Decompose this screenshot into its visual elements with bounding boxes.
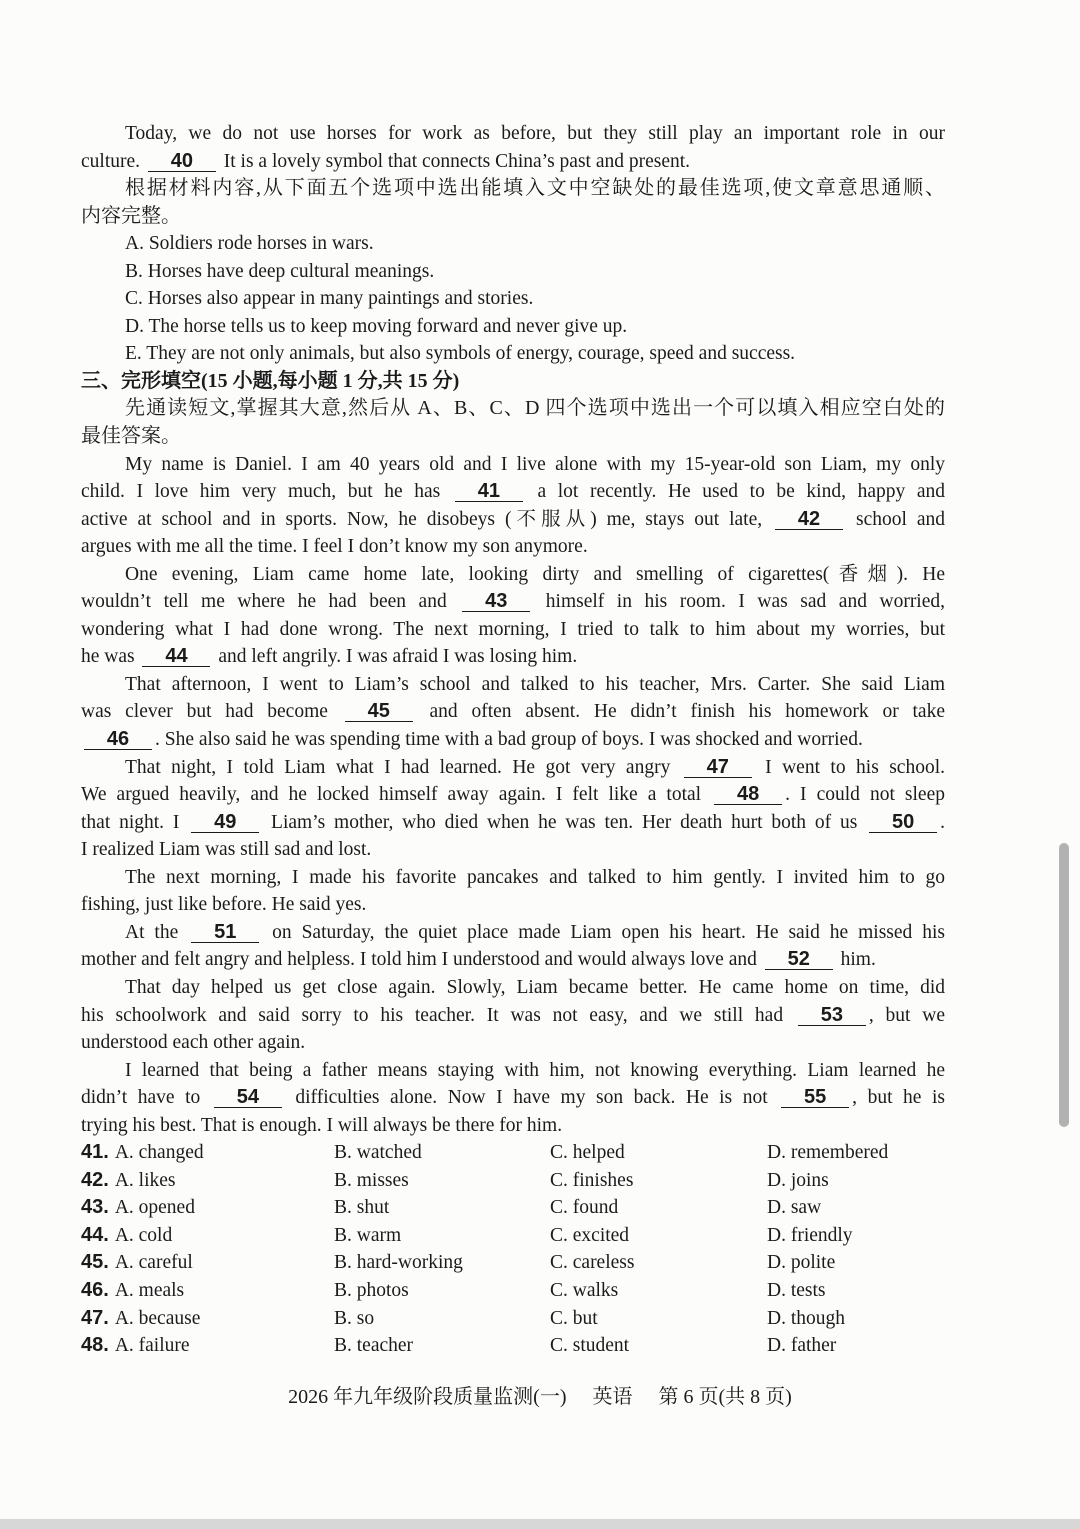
- choice-c: C. helped: [550, 1142, 625, 1164]
- text-line: [81, 203, 945, 231]
- line-text: he was: [81, 646, 140, 668]
- choice-cell: [334, 1305, 550, 1333]
- blank-54: 54: [214, 1088, 282, 1108]
- line-text: It is a lovely symbol that connects China’s past and present.: [218, 150, 691, 172]
- line-text: , but we: [868, 1004, 945, 1026]
- question-number: 41.: [81, 1141, 109, 1164]
- text-line: [81, 451, 945, 479]
- text-line: [81, 698, 945, 726]
- choice-cell: [767, 1194, 945, 1222]
- choice-a: A. opened: [114, 1197, 195, 1219]
- bottom-edge: [0, 1519, 1080, 1529]
- choice-b: B. misses: [334, 1169, 409, 1191]
- blank-46: 46: [84, 730, 152, 750]
- question-row: [81, 1305, 945, 1333]
- choice-cell: [767, 1249, 945, 1277]
- footer-exam-title: 2026 年九年级阶段质量监测(一): [288, 1386, 567, 1408]
- choice-cell: [550, 1305, 767, 1333]
- blank-55: 55: [781, 1088, 849, 1108]
- line-text: I realized Liam was still sad and lost.: [81, 839, 372, 861]
- question-number: 42.: [81, 1168, 109, 1191]
- line-text: mother and felt angry and helpless. I told him I understood and would always love and: [81, 949, 762, 971]
- choice-cell: [767, 1222, 945, 1250]
- text-line: [81, 946, 945, 974]
- line-text: wondering what I had done wrong. The next morning, I tried to talk to him about my worries, but: [81, 618, 945, 640]
- question-row: [81, 1249, 945, 1277]
- option-c: C. Horses also appear in many paintings and stories.: [125, 288, 534, 310]
- question-row: [81, 1194, 945, 1222]
- text-line: [81, 1029, 945, 1057]
- line-text: Today, we do not use horses for work as before, but they still play an important role in our: [125, 123, 945, 144]
- text-line: [81, 120, 945, 148]
- answer-options-list: [81, 230, 945, 368]
- question-row: [81, 1277, 945, 1305]
- choice-d: D. joins: [767, 1169, 829, 1191]
- line-text: , but he is: [852, 1087, 945, 1109]
- choice-c: C. walks: [550, 1279, 619, 1301]
- line-text: didn’t have to: [81, 1087, 211, 1109]
- choice-d: D. friendly: [767, 1224, 853, 1246]
- line-text: culture.: [81, 150, 145, 172]
- choice-cell: [81, 1277, 334, 1305]
- question-number: 43.: [81, 1196, 109, 1219]
- question-number: 45.: [81, 1251, 109, 1274]
- line-text: and often absent. He didn’t finish his homework or take: [415, 701, 945, 723]
- line-text: difficulties alone. Now I have my son back. He is not: [284, 1087, 779, 1109]
- option-b: B. Horses have deep cultural meanings.: [125, 260, 435, 282]
- choice-d: D. tests: [767, 1279, 826, 1301]
- choice-cell: [334, 1139, 550, 1167]
- blank-44: 44: [142, 647, 210, 667]
- question-number: 47.: [81, 1306, 109, 1329]
- question-list: [81, 1139, 945, 1359]
- option-a: A. Soldiers rode horses in wars.: [125, 233, 374, 255]
- choice-cell: [81, 1139, 334, 1167]
- text-line: [81, 864, 945, 892]
- reading-passage-end: [81, 120, 945, 175]
- line-text: We argued heavily, and he locked himself away again. I felt like a total: [81, 784, 712, 806]
- blank-40: 40: [148, 152, 216, 172]
- line-text: . I could not sleep: [785, 784, 945, 806]
- text-line: [81, 1112, 945, 1140]
- line-text: 最佳答案。: [81, 425, 181, 448]
- cloze-paragraph-5: [81, 864, 945, 919]
- choice-c: C. found: [550, 1197, 619, 1219]
- choice-a: A. changed: [114, 1142, 204, 1164]
- text-line: [81, 1002, 945, 1030]
- text-line: [81, 836, 945, 864]
- text-line: [81, 175, 945, 203]
- line-text: 内容完整。: [81, 204, 181, 227]
- choice-c: C. excited: [550, 1224, 630, 1246]
- choice-d: D. though: [767, 1307, 845, 1329]
- text-line: [81, 974, 945, 1002]
- text-line: [81, 616, 945, 644]
- line-text: and left angrily. I was afraid I was losing him.: [213, 646, 578, 668]
- choice-d: D. polite: [767, 1252, 836, 1274]
- blank-43: 43: [462, 592, 530, 612]
- text-line: [81, 643, 945, 671]
- choice-c: C. but: [550, 1307, 598, 1329]
- text-line: [81, 506, 945, 534]
- exam-page: [81, 120, 945, 1360]
- choice-a: A. failure: [114, 1335, 190, 1357]
- choice-cell: [767, 1167, 945, 1195]
- choice-a: A. because: [114, 1307, 201, 1329]
- choice-c: C. careless: [550, 1252, 635, 1274]
- choice-cell: [334, 1249, 550, 1277]
- option-e: E. They are not only animals, but also symbols of energy, courage, speed and success.: [125, 343, 796, 365]
- choice-cell: [81, 1194, 334, 1222]
- text-line: [81, 395, 945, 423]
- blank-51: 51: [191, 923, 259, 943]
- choice-b: B. shut: [334, 1197, 390, 1219]
- choice-cell: [767, 1139, 945, 1167]
- choice-cell: [767, 1277, 945, 1305]
- choice-cell: [334, 1222, 550, 1250]
- choice-b: B. warm: [334, 1224, 402, 1246]
- text-line: [81, 423, 945, 451]
- blank-49: 49: [191, 813, 259, 833]
- line-text: understood each other again.: [81, 1032, 306, 1054]
- line-text: 根据材料内容,从下面五个选项中选出能填入文中空缺处的最佳选项,使文章意思通顺、: [125, 177, 945, 200]
- cloze-paragraph-4: [81, 754, 945, 864]
- cloze-passage: [81, 451, 945, 1140]
- choice-cell: [334, 1277, 550, 1305]
- choice-cell: [81, 1222, 334, 1250]
- text-line: [81, 1057, 945, 1085]
- line-text: his schoolwork and said sorry to his teacher. It was not easy, and we still had: [81, 1004, 795, 1026]
- blank-42: 42: [775, 510, 843, 530]
- text-line: [81, 148, 945, 176]
- text-line: [81, 919, 945, 947]
- text-line: [81, 891, 945, 919]
- line-text: . She also said he was spending time with a bad group of boys. I was shocked and worried.: [155, 729, 863, 751]
- question-number: 46.: [81, 1278, 109, 1301]
- cloze-paragraph-8: [81, 1057, 945, 1140]
- choice-cell: [550, 1249, 767, 1277]
- line-text: himself in his room. I was sad and worried,: [533, 591, 946, 613]
- question-row: [81, 1332, 945, 1360]
- choice-cell: [334, 1332, 550, 1360]
- choice-c: C. finishes: [550, 1169, 634, 1191]
- blank-53: 53: [798, 1006, 866, 1026]
- line-text: fishing, just like before. He said yes.: [81, 894, 367, 916]
- option-d: D. The horse tells us to keep moving forward and never give up.: [125, 315, 628, 337]
- choice-cell: [767, 1332, 945, 1360]
- choice-a: A. meals: [114, 1279, 185, 1301]
- cloze-paragraph-1: [81, 451, 945, 561]
- text-line: [81, 726, 945, 754]
- choice-cell: [334, 1194, 550, 1222]
- blank-47: 47: [684, 758, 752, 778]
- choice-a: A. careful: [114, 1252, 193, 1274]
- seven-choice-instructions: [81, 175, 945, 230]
- text-line: [81, 781, 945, 809]
- question-row: [81, 1139, 945, 1167]
- question-number: 44.: [81, 1223, 109, 1246]
- choice-cell: [550, 1222, 767, 1250]
- line-text: school and: [846, 508, 945, 530]
- line-text: That day helped us get close again. Slowly, Liam became better. He came home on time, did: [125, 976, 945, 998]
- line-text: that night. I: [81, 811, 189, 833]
- page-footer: [0, 1383, 1080, 1411]
- choice-cell: [81, 1167, 334, 1195]
- choice-cell: [767, 1305, 945, 1333]
- choice-b: B. so: [334, 1307, 375, 1329]
- text-line: [81, 588, 945, 616]
- choice-a: A. likes: [114, 1169, 176, 1191]
- choice-cell: [550, 1139, 767, 1167]
- line-text: 先通读短文,掌握其大意,然后从 A、B、C、D 四个选项中选出一个可以填入相应空白处的: [125, 397, 945, 420]
- line-text: The next morning, I made his favorite pancakes and talked to him gently. I invited him to go: [125, 866, 945, 888]
- choice-d: D. remembered: [767, 1142, 889, 1164]
- line-text: I went to his school.: [754, 756, 945, 778]
- line-text: That afternoon, I went to Liam’s school and talked to his teacher, Mrs. Carter. She said Liam: [125, 673, 945, 695]
- line-text: was clever but had become: [81, 701, 342, 723]
- line-text: I learned that being a father means staying with him, not knowing everything. Liam learned he: [125, 1059, 945, 1081]
- choice-cell: [550, 1277, 767, 1305]
- line-text: trying his best. That is enough. I will always be there for him.: [81, 1114, 563, 1136]
- blank-52: 52: [765, 950, 833, 970]
- choice-cell: [550, 1167, 767, 1195]
- choice-b: B. hard-working: [334, 1252, 463, 1274]
- line-text: One evening, Liam came home late, looking dirty and smelling of cigarettes(香烟). He: [125, 563, 945, 585]
- line-text: wouldn’t tell me where he had been and: [81, 591, 460, 613]
- footer-subject: 英语: [592, 1386, 633, 1408]
- blank-48: 48: [714, 785, 782, 805]
- line-text: argues with me all the time. I feel I don’t know my son anymore.: [81, 536, 588, 558]
- choice-cell: [550, 1194, 767, 1222]
- line-text: on Saturday, the quiet place made Liam open his heart. He said he missed his: [262, 921, 945, 943]
- line-text: That night, I told Liam what I had learned. He got very angry: [125, 756, 681, 778]
- cloze-paragraph-3: [81, 671, 945, 754]
- choice-b: B. watched: [334, 1142, 422, 1164]
- section-heading: 三、完形填空(15 小题,每小题 1 分,共 15 分): [81, 369, 460, 392]
- text-line: [81, 809, 945, 837]
- choice-b: B. teacher: [334, 1335, 414, 1357]
- line-text: him.: [835, 949, 876, 971]
- question-row: [81, 1167, 945, 1195]
- cloze-paragraph-7: [81, 974, 945, 1057]
- footer-page-number: 第 6 页(共 8 页): [658, 1386, 792, 1408]
- line-text: Liam’s mother, who died when he was ten. Her death hurt both of us: [262, 811, 867, 833]
- scrollbar-thumb[interactable]: [1059, 843, 1069, 1127]
- text-line: [81, 561, 945, 589]
- blank-41: 41: [455, 482, 523, 502]
- line-text: active at school and in sports. Now, he disobeys (不服从) me, stays out late,: [81, 508, 773, 530]
- cloze-paragraph-2: [81, 561, 945, 671]
- text-line: [81, 671, 945, 699]
- choice-b: B. photos: [334, 1279, 409, 1301]
- text-line: [81, 478, 945, 506]
- choice-cell: [334, 1167, 550, 1195]
- choice-cell: [550, 1332, 767, 1360]
- choice-cell: [81, 1332, 334, 1360]
- choice-d: D. father: [767, 1335, 837, 1357]
- cloze-instructions: [81, 395, 945, 450]
- line-text: .: [940, 811, 945, 833]
- line-text: At the: [125, 921, 189, 943]
- question-row: [81, 1222, 945, 1250]
- choice-d: D. saw: [767, 1197, 822, 1219]
- blank-45: 45: [345, 702, 413, 722]
- blank-50: 50: [869, 813, 937, 833]
- text-line: [81, 754, 945, 782]
- choice-a: A. cold: [114, 1224, 173, 1246]
- choice-cell: [81, 1249, 334, 1277]
- text-line: [81, 1084, 945, 1112]
- cloze-paragraph-6: [81, 919, 945, 974]
- line-text: a lot recently. He used to be kind, happy and: [525, 481, 945, 503]
- line-text: child. I love him very much, but he has: [81, 481, 452, 503]
- line-text: My name is Daniel. I am 40 years old and I live alone with my 15-year-old son Liam, my only: [125, 453, 945, 475]
- question-number: 48.: [81, 1334, 109, 1357]
- choice-c: C. student: [550, 1335, 630, 1357]
- text-line: [81, 533, 945, 561]
- choice-cell: [81, 1305, 334, 1333]
